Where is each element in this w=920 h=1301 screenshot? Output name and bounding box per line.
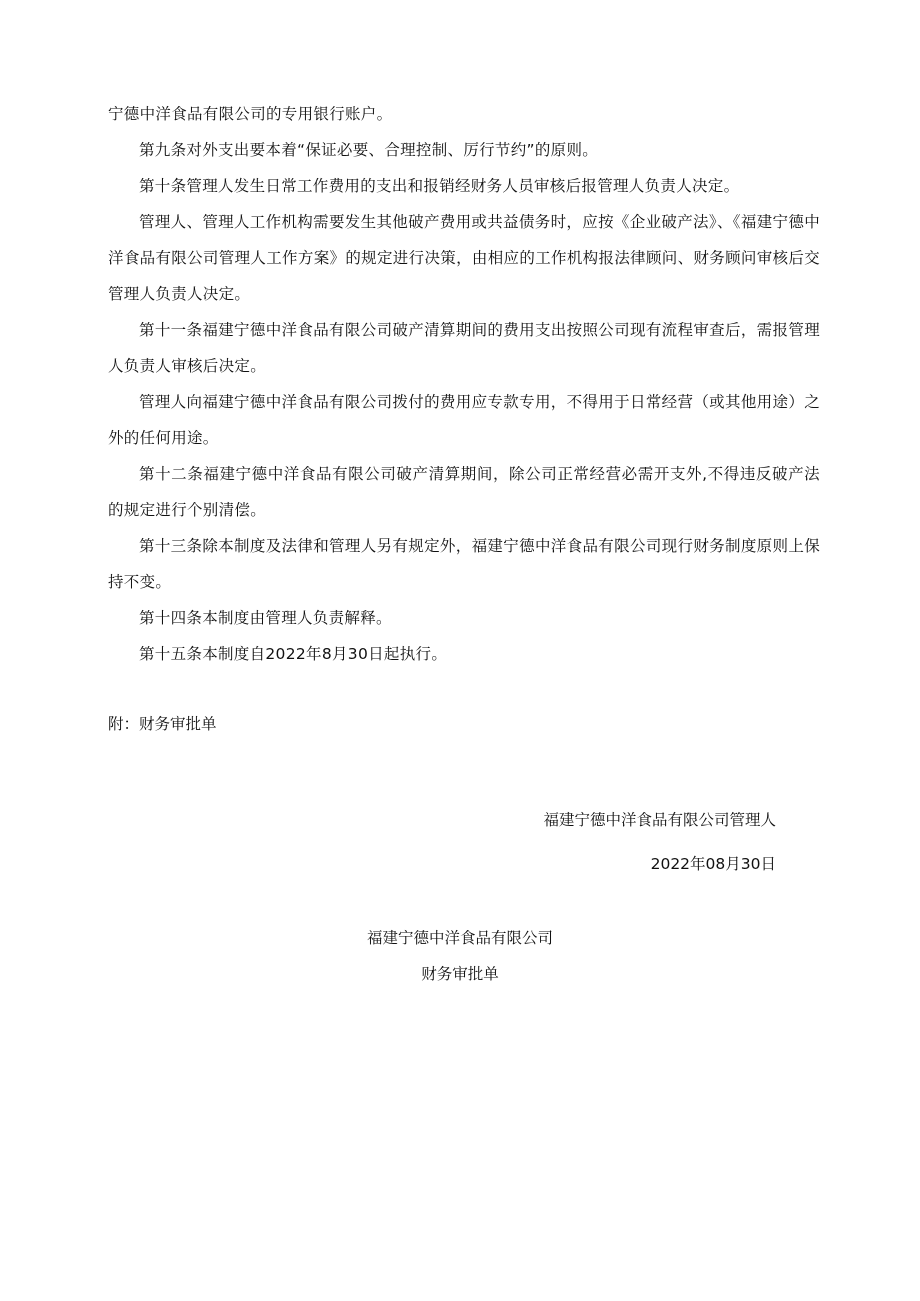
paragraph-article-9: 第九条对外支出要本着“保证必要、合理控制、厉行节约”的原则。 <box>139 141 599 159</box>
paragraph-article-15: 第十五条本制度自2022年8月30日起执行。 <box>139 645 448 663</box>
signer-name: 福建宁德中洋食品有限公司管理人 <box>543 811 776 829</box>
form-title: 财务审批单 <box>421 965 499 983</box>
form-company-name: 福建宁德中洋食品有限公司 <box>366 929 553 947</box>
paragraph-article-10: 第十条管理人发生日常工作费用的支出和报销经财务人员审核后报管理人负责人决定。 <box>139 177 740 195</box>
paragraph-article-11-detail: 管理人向福建宁德中洋食品有限公司拨付的费用应专款专用，不得用于日常经营（或其他用途）之外的任何用途。 <box>108 393 820 447</box>
document-body <box>108 96 820 672</box>
attachment-note: 附：财务审批单 <box>108 715 217 733</box>
paragraph-article-10-detail: 管理人、管理人工作机构需要发生其他破产费用或共益债务时，应按《企业破产法》、《福建宁德中洋食品有限公司管理人工作方案》的规定进行决策，由相应的工作机构报法律顾问、财务顾问审核后交管理人负责人决定。 <box>108 213 820 303</box>
paragraph-article-14: 第十四条本制度由管理人负责解释。 <box>139 609 392 627</box>
paragraph-1: 宁德中洋食品有限公司的专用银行账户。 <box>108 105 393 123</box>
signature-date: 2022年08月30日 <box>650 855 776 873</box>
paragraph-article-13: 第十三条除本制度及法律和管理人另有规定外，福建宁德中洋食品有限公司现行财务制度原则上保持不变。 <box>108 537 820 591</box>
paragraph-article-11: 第十一条福建宁德中洋食品有限公司破产清算期间的费用支出按照公司现有流程审查后，需报管理人负责人审核后决定。 <box>108 321 820 375</box>
paragraph-article-12: 第十二条福建宁德中洋食品有限公司破产清算期间，除公司正常经营必需开支外,不得违反破产法的规定进行个别清偿。 <box>108 465 820 519</box>
